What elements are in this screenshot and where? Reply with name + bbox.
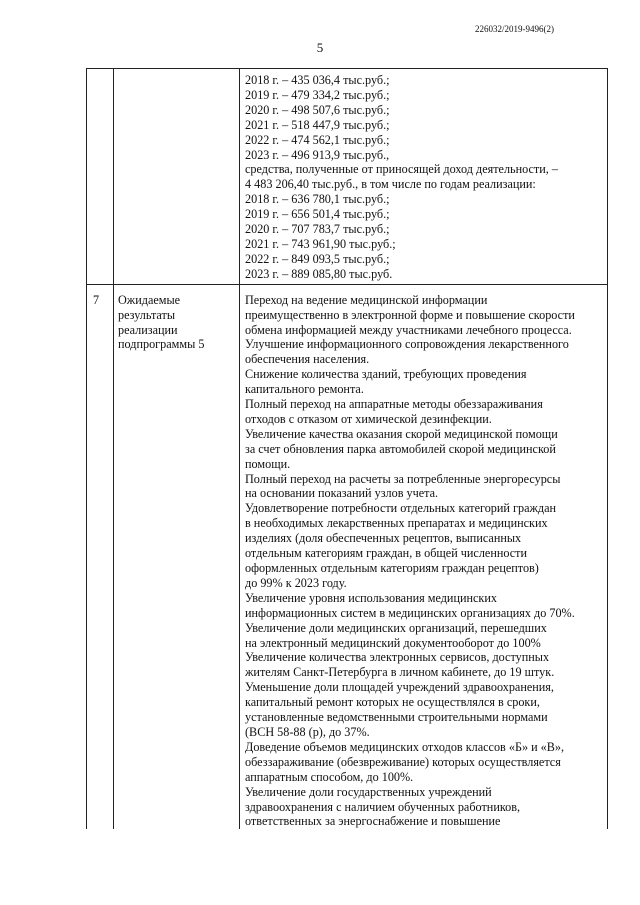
funding-line: 2023 г. – 889 085,80 тыс.руб.	[245, 266, 393, 281]
result-line: установленные ведомственными строительными нормами	[245, 710, 548, 725]
table-row-continuation	[87, 69, 608, 285]
result-line: Снижение количества зданий, требующих проведения	[245, 367, 527, 382]
result-line: Увеличение доли медицинских организаций, перешедших	[245, 620, 547, 635]
result-line: отдельным категориям граждан, в общей численности	[245, 546, 528, 561]
funding-line: 2019 г. – 479 334,2 тыс.руб.;	[245, 87, 390, 102]
row-title-line: Ожидаемые	[118, 292, 181, 307]
row-title-line: подпрограммы 5	[118, 337, 205, 352]
funding-line: 2020 г. – 498 507,6 тыс.руб.;	[245, 102, 390, 117]
funding-line: 2018 г. – 636 780,1 тыс.руб.;	[245, 192, 390, 207]
result-line: Увеличение доли государственных учреждений	[245, 784, 492, 799]
result-line: изделиях (доля обеспеченных рецептов, выписанных	[245, 531, 522, 546]
result-line: Увеличение качества оказания скорой медицинской помощи	[245, 426, 558, 441]
funding-line: 2021 г. – 743 961,90 тыс.руб.;	[245, 236, 396, 251]
result-line: аппаратным способом, до 100%.	[245, 769, 414, 784]
result-line: на электронный медицинский документооборот до 100%	[245, 635, 541, 650]
result-line: обмена информацией между участниками лечебного процесса.	[245, 322, 572, 337]
result-line: обеззараживание (обезвреживание) которых осуществляется	[245, 754, 561, 769]
result-line: помощи.	[245, 456, 291, 471]
result-line: Удовлетворение потребности отдельных категорий граждан	[245, 501, 557, 516]
result-line: Доведение объемов медицинских отходов классов «Б» и «В»,	[245, 739, 565, 754]
funding-line: 2020 г. – 707 783,7 тыс.руб.;	[245, 222, 390, 237]
result-line: Увеличение уровня использования медицинских	[245, 590, 497, 605]
funding-line: 2021 г. – 518 447,9 тыс.руб.;	[245, 117, 390, 132]
result-line: на основании показаний узлов учета.	[245, 486, 439, 501]
result-line: обеспечения населения.	[245, 352, 370, 367]
table-row-expected-results	[87, 284, 608, 829]
funding-line: 2022 г. – 474 562,1 тыс.руб.;	[245, 132, 390, 147]
result-line: информационных систем в медицинских организациях до 70%.	[245, 605, 575, 620]
result-line: ответственных за энергоснабжение и повышение	[245, 814, 501, 829]
row-number: 7	[87, 284, 114, 829]
result-line: оформленных отдельным категориям граждан рецептов)	[245, 561, 539, 575]
result-line: жителям Санкт-Петербурга в личном кабинете, до 19 штук.	[245, 665, 555, 680]
result-line: здравоохранения с наличием обученных работников,	[245, 799, 521, 814]
result-line: Увеличение количества электронных сервисов, доступных	[245, 650, 550, 665]
result-line: за счет обновления парка автомобилей скорой медицинской	[245, 441, 556, 456]
expected-results-cell	[240, 284, 608, 829]
result-line: в необходимых лекарственных препаратах и медицинских	[245, 516, 548, 531]
page-number: 5	[316, 40, 324, 55]
row-number-cell-empty	[87, 69, 114, 285]
funding-line: 2023 г. – 496 913,9 тыс.руб.,	[245, 147, 390, 162]
row-name-cell-empty	[114, 69, 240, 285]
result-line: отходов с отказом от химической дезинфекции.	[245, 411, 492, 426]
program-table	[86, 68, 608, 829]
row-title-line: реализации	[118, 322, 178, 337]
funding-line: 4 483 206,40 тыс.руб., в том числе по годам реализации:	[245, 177, 536, 192]
result-line: капитального ремонта.	[245, 382, 364, 397]
result-line: Переход на ведение медицинской информации	[245, 292, 488, 307]
funding-line: средства, полученные от приносящей доход деятельности, –	[245, 162, 558, 177]
funding-details-cell	[240, 69, 608, 285]
result-line: капитальный ремонт которых не осуществлялся в сроки,	[245, 695, 540, 710]
result-line: Полный переход на расчеты за потребленные энергоресурсы	[245, 471, 561, 486]
funding-line: 2022 г. – 849 093,5 тыс.руб.;	[245, 251, 390, 266]
result-line: Улучшение информационного сопровождения лекарственного	[245, 337, 569, 352]
funding-line: 2019 г. – 656 501,4 тыс.руб.;	[245, 207, 390, 222]
funding-line: 2018 г. – 435 036,4 тыс.руб.;	[245, 73, 390, 87]
row-title-cell	[114, 284, 240, 829]
result-line: до 99% к 2023 году.	[245, 575, 347, 590]
document-id: 226032/2019-9496(2)	[475, 24, 554, 34]
result-line: Полный переход на аппаратные методы обеззараживания	[245, 397, 543, 412]
row-title-line: результаты	[118, 307, 176, 322]
result-line: Уменьшение доли площадей учреждений здравоохранения,	[245, 680, 554, 695]
result-line: преимущественно в электронной форме и повышение скорости	[245, 307, 575, 322]
result-line: (ВСН 58-88 (р), до 37%.	[245, 724, 370, 739]
